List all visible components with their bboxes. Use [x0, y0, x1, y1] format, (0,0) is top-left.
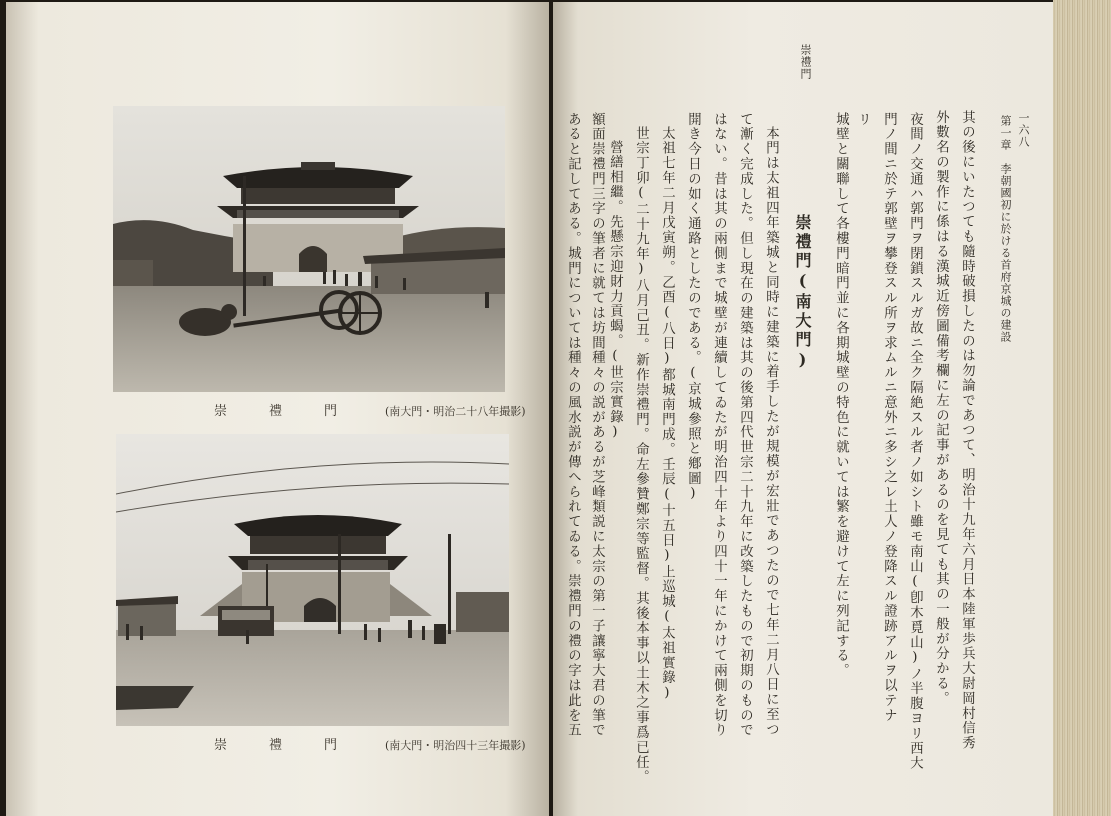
- photo-sungnyemun-1895: [113, 106, 505, 392]
- text-column: リ: [855, 112, 871, 127]
- text-column: 夜間ノ交通ハ郭門ヲ閉鎖スルガ故ニ全ク隔絶スル者ノ如シト雖モ南山(卽木覓山)ノ半腹ヨリ西大: [907, 112, 923, 771]
- section-heading: 崇禮門(南大門): [793, 214, 812, 372]
- side-section-title: 崇禮門: [799, 44, 812, 80]
- text-column: 世宗丁卯(二十九年)八月己丑。新作崇禮門。命左參贊鄭宗等監督。其後本事以土木之事爲已任。: [633, 126, 649, 785]
- photo-caption-top: [214, 400, 526, 419]
- photo-sungnyemun-1910: [116, 434, 509, 726]
- text-column: 外數名の製作に係はる漢城近傍圖備考欄に左の記事があるのを見ても其の一般が分かる。: [933, 110, 949, 706]
- page-number: 一六八: [1017, 112, 1030, 148]
- text-column: 其の後にいたつても隨時破損したのは勿論であつて、明治十九年六月日本陸軍歩兵大尉岡村信秀: [959, 110, 975, 751]
- text-column: 城壁と關聯して各樓門暗門並に各期城壁の特色に就いては繁を避けて左に列記する。: [833, 112, 849, 679]
- text-column: 本門は太祖四年築城と同時に建築に着手したが規模が宏壯であつたので七年二月八日に至つ: [763, 126, 779, 737]
- page-edges: [1053, 0, 1111, 816]
- photo-caption-bottom: [214, 734, 526, 753]
- text-column: 門ノ間ニ於テ郭壁ヲ攀登スル所ヲ求ムルニ意外ニ多シ之レ土人ノ登降スル證跡アルヲ以テナ: [881, 112, 897, 723]
- text-column: 開き今日の如く通路としたのである。(京城參照と鄕圖): [685, 112, 701, 503]
- caption-title: 崇禮門: [214, 738, 380, 753]
- text-column: 額面崇禮門三字の筆者に就ては坊間種々の説があるが芝峰類説に太宗の第一子讓寧大君の筆で: [589, 112, 605, 738]
- text-column: 營繕相繼。先懸宗迎財力貢蝎。(世宗實錄): [607, 140, 623, 442]
- text-column: 太祖七年二月戊寅朔。乙酉(八日)都城南門成。壬辰(十五日)上巡城(太祖實錄): [659, 126, 675, 702]
- caption-title: 崇禮門: [214, 404, 380, 419]
- caption-date: (南大門・明治四十三年撮影): [385, 739, 526, 752]
- caption-date: (南大門・明治二十八年撮影): [385, 405, 526, 418]
- text-column: て漸く完成した。但し現在の建築は其の後第四代世宗二十九年に改築したもので初期のもので: [737, 112, 753, 738]
- text-column: あると記してある。城門については種々の風水説が傳へられてゐる。崇禮門の禮の字は此を五: [565, 112, 581, 738]
- running-head: 第一章 李朝國初に於ける首府京城の建設: [999, 115, 1012, 343]
- right-page: [553, 2, 1053, 816]
- text-column: はない。昔は其の兩側まで城壁が連續してゐたが明治四十年より四十一年にかけて兩側を切り: [711, 112, 727, 738]
